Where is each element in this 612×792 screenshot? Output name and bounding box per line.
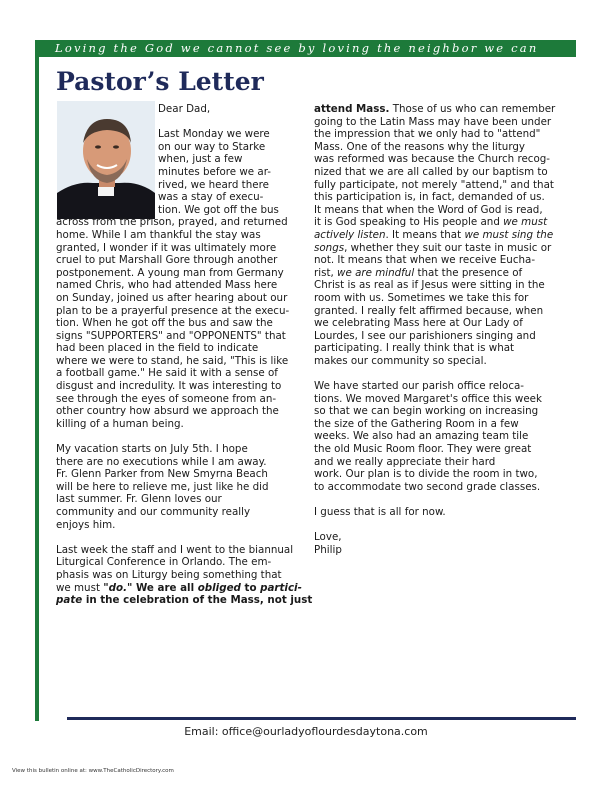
text-line — [56, 594, 313, 607]
text-run: pate — [56, 594, 83, 607]
text-line: and we really appreciate their hard — [314, 455, 496, 468]
left-accent-bar — [35, 40, 39, 721]
text-line: we celebrating Mass here at Our Lady of — [314, 317, 523, 330]
text-line: Fr. Glenn Parker from New Smyrna Beach — [56, 468, 268, 481]
text-line: nized that we are all called by our baptism to — [314, 165, 548, 178]
text-line: granted, I wonder if it was ultimately more — [56, 241, 277, 254]
text-line: killing of a human being. — [56, 417, 184, 430]
signature: Philip — [314, 543, 342, 556]
text-line: I guess that is all for now. — [314, 506, 446, 518]
text-run: , whether they suit our taste in music or — [344, 241, 552, 254]
text-line: community and our community really — [56, 506, 251, 518]
text-line: weeks. We also had an amazing team tile — [314, 430, 529, 443]
text-line: so that we can begin working on increasing — [314, 405, 539, 418]
text-line: Last Monday we were — [158, 128, 270, 141]
text-run: actively listen — [314, 228, 386, 241]
text-run: we must — [503, 216, 548, 229]
text-line: across from the prison, prayed, and returned — [56, 216, 288, 229]
text-line — [314, 267, 576, 280]
text-run: we must sing the — [464, 228, 554, 241]
text-run: that the presence of — [414, 266, 523, 279]
closing: Love, — [314, 531, 342, 544]
text-line: there are no executions while I am away. — [56, 455, 267, 468]
text-line: see through the eyes of someone from an- — [56, 392, 277, 405]
text-line: going to the Latin Mass may have been under — [314, 115, 552, 128]
text-line: disgust and incredulity. It was interesting to — [56, 380, 282, 393]
text-line: not. It means that when we receive Eucha- — [314, 254, 536, 267]
text-line: this participation is, in fact, demanded of us. — [314, 191, 545, 204]
footer-note: View this bulletin online at: www.TheCatholicDirectory.com — [12, 768, 174, 774]
text-run: "do." — [103, 581, 133, 594]
salutation: Dear Dad, — [158, 103, 211, 115]
text-line: enjoys him. — [56, 518, 116, 531]
text-line: last summer. Fr. Glenn loves our — [56, 493, 222, 506]
text-line: minutes before we ar- — [158, 165, 271, 178]
text-line — [314, 103, 576, 116]
text-line: makes our community so special. — [314, 354, 487, 367]
text-run: rist, — [314, 266, 338, 279]
text-run: Those of us who can remember — [389, 103, 556, 115]
text-line: named Chris, who had attended Mass here — [56, 279, 278, 292]
text-run: we must — [56, 581, 104, 594]
text-line: tion. We got off the bus — [158, 203, 279, 216]
text-line: phasis was on Liturgy being something that — [56, 568, 282, 581]
text-line: rived, we heard there — [158, 178, 269, 191]
text-run: it is God speaking to His people and — [314, 216, 504, 229]
text-line: We have started our parish office reloca- — [314, 380, 524, 393]
text-line: Mass. One of the reasons why the liturgy — [314, 140, 526, 153]
text-line — [56, 582, 301, 595]
text-run: partici- — [260, 581, 302, 594]
text-line: signs "SUPPORTERS" and "OPPONENTS" that — [56, 329, 286, 342]
text-line: to accommodate two second grade classes. — [314, 480, 541, 493]
text-line: Last week the staff and I went to the biannual — [56, 543, 294, 556]
text-line: was a stay of execu- — [158, 191, 264, 204]
text-line — [314, 229, 576, 242]
letter-column-right — [314, 103, 576, 556]
text-line: plan to be a prayerful presence at the execu- — [56, 304, 290, 317]
text-run: We are all — [132, 581, 198, 594]
text-run: in the celebration of the Mass, not just — [82, 594, 313, 607]
text-line: had been placed in the field to indicate — [56, 342, 259, 355]
letter-column-left — [56, 103, 313, 607]
email-contact[interactable]: Email: office@ourladyoflourdesdaytona.com — [184, 725, 428, 738]
text-line: Lourdes, I see our parishioners singing and — [314, 329, 536, 342]
text-line: fully participate, not merely "attend," and that — [314, 178, 554, 191]
text-line: a football game." He said it with a sense of — [56, 367, 278, 380]
text-run: to — [240, 581, 261, 594]
text-line: where we were to stand, he said, "This is like — [56, 354, 289, 367]
text-run: we are mindful — [337, 266, 415, 279]
text-line — [314, 216, 576, 229]
text-run: obliged — [197, 581, 241, 594]
text-line: participating. I really think that is what — [314, 342, 515, 355]
text-line: It means that when the Word of God is read, — [314, 203, 543, 216]
text-run: . It means that — [385, 228, 465, 241]
text-line: was reformed was because the Church recog- — [314, 153, 551, 166]
text-line: granted. I really felt affirmed because, when — [314, 304, 544, 317]
text-line: home. While I am thankful the stay was — [56, 228, 261, 241]
text-line: on our way to Starke — [158, 140, 266, 153]
text-line: tions. We moved Margaret's office this week — [314, 392, 542, 405]
text-line: work. Our plan is to divide the room in two, — [314, 468, 538, 481]
text-line: when, just a few — [158, 153, 243, 166]
text-line: tion. When he got off the bus and saw the — [56, 317, 273, 330]
text-line: will be here to relieve me, just like he did — [56, 480, 269, 493]
text-line: postponement. A young man from Germany — [56, 266, 284, 279]
text-line — [314, 242, 576, 255]
text-line: cruel to put Marshall Gore through another — [56, 254, 278, 267]
text-line: the old Music Room floor. They were great — [314, 443, 532, 456]
text-line: other country how absurd we approach the — [56, 405, 279, 418]
text-line: on Sunday, joined us after hearing about our — [56, 291, 288, 304]
text-line: Liturgical Conference in Orlando. The em- — [56, 556, 272, 569]
bottom-divider — [67, 717, 576, 720]
page-title: Pastor’s Letter — [56, 67, 264, 96]
text-line: the impression that we only had to "attend" — [314, 128, 541, 141]
header-banner: Loving the God we cannot see by loving the neighbor we can — [35, 40, 576, 57]
text-run: attend Mass. — [314, 103, 390, 115]
text-line: room with us. Sometimes we take this for — [314, 291, 529, 304]
text-run: songs — [314, 241, 345, 254]
text-line: My vacation starts on July 5th. I hope — [56, 443, 248, 456]
text-line: the size of the Gathering Room in a few — [314, 417, 519, 430]
text-line: Christ is as real as if Jesus were sitting in the — [314, 279, 545, 292]
